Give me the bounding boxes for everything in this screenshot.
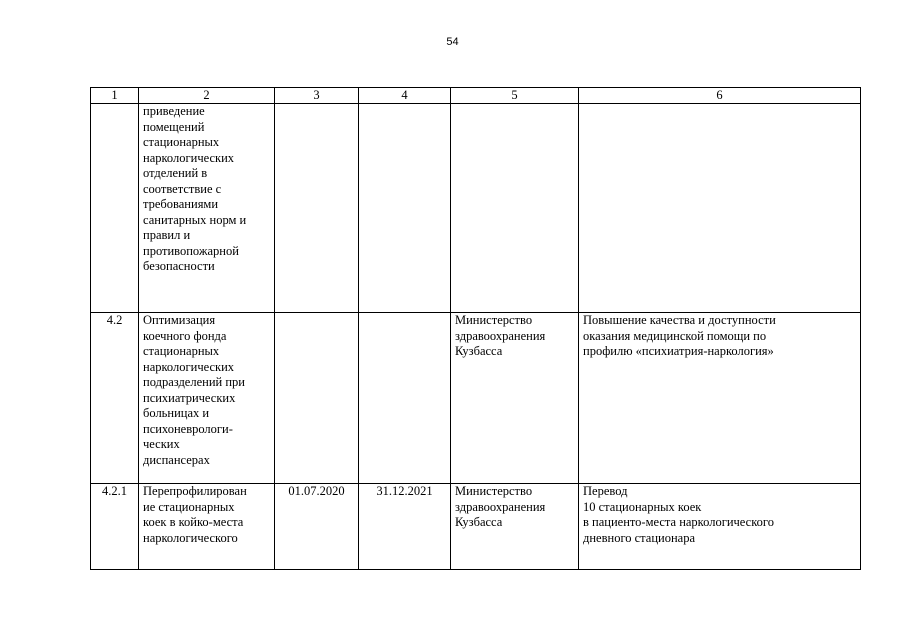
header-cell-5: 5	[451, 88, 579, 104]
table-header-row	[91, 88, 861, 104]
table-row	[91, 313, 861, 484]
header-cell-3: 3	[275, 88, 359, 104]
header-cell-1: 1	[91, 88, 139, 104]
responsible-cell	[451, 104, 579, 313]
page-number: 54	[446, 36, 459, 48]
activity-cell: Перепрофилирован ие стационарных коек в койко-места наркологического	[139, 484, 275, 570]
result-cell: Повышение качества и доступности оказания медицинской помощи по профилю «психиатрия-наркология»	[579, 313, 861, 484]
responsible-cell: Министерство здравоохранения Кузбасса	[451, 313, 579, 484]
start-date-cell	[275, 313, 359, 484]
activity-cell: Оптимизация коечного фонда стационарных наркологических подразделений при психиатрических больницах и психоневрологи- ческих диспансерах	[139, 313, 275, 484]
start-date-cell	[275, 104, 359, 313]
plan-table	[90, 87, 861, 570]
result-cell: Перевод 10 стационарных коек в пациенто-места наркологического дневного стационара	[579, 484, 861, 570]
responsible-cell: Министерство здравоохранения Кузбасса	[451, 484, 579, 570]
result-cell	[579, 104, 861, 313]
end-date-cell	[359, 313, 451, 484]
row-number-cell: 4.2	[91, 313, 139, 484]
row-number-cell	[91, 104, 139, 313]
activity-cell: приведение помещений стационарных наркологических отделений в соответствие с требованиями санитарных норм и правил и противопожарной безопасности	[139, 104, 275, 313]
end-date-cell: 31.12.2021	[359, 484, 451, 570]
header-cell-2: 2	[139, 88, 275, 104]
start-date-cell: 01.07.2020	[275, 484, 359, 570]
header-cell-4: 4	[359, 88, 451, 104]
header-cell-6: 6	[579, 88, 861, 104]
table-row	[91, 104, 861, 313]
row-number-cell: 4.2.1	[91, 484, 139, 570]
table-row	[91, 484, 861, 570]
end-date-cell	[359, 104, 451, 313]
